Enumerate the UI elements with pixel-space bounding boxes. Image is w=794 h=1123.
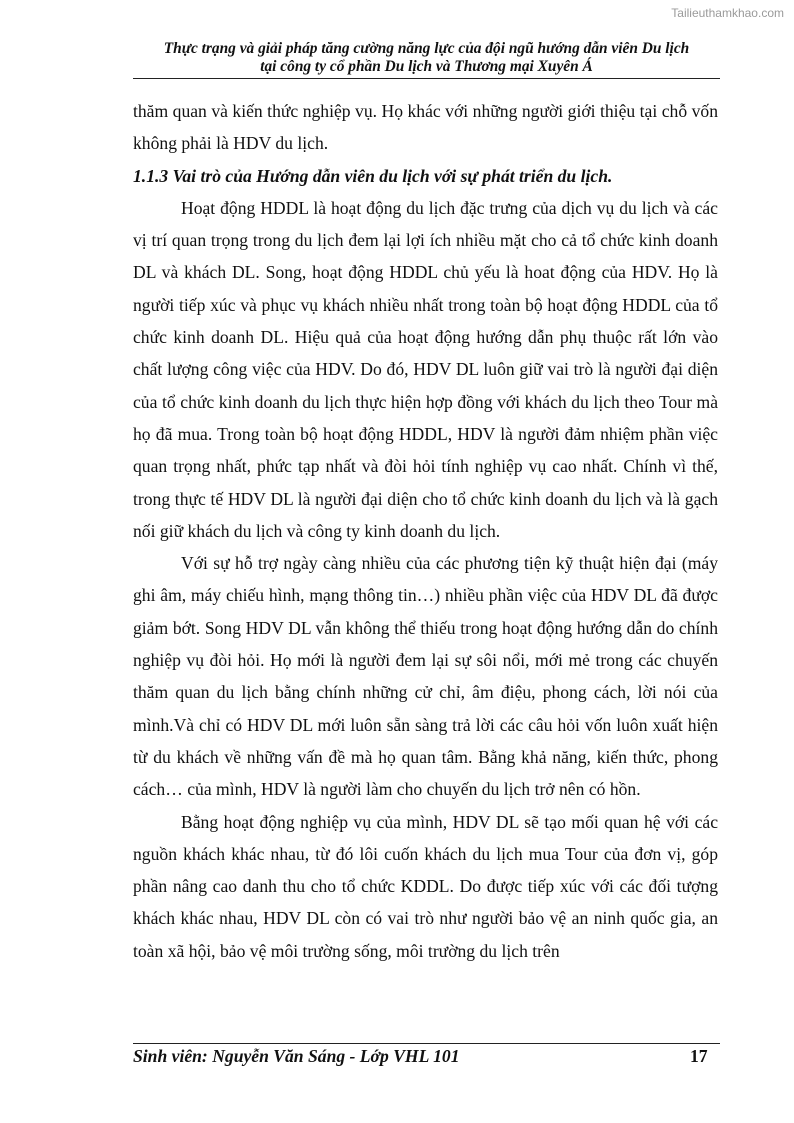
header-line-2: tại công ty cổ phần Du lịch và Thương mại Xuyên Á	[260, 58, 593, 75]
paragraph-continued: thăm quan và kiến thức nghiệp vụ. Họ khác với những người giới thiệu tại chỗ vốn không phải là HDV du lịch.	[133, 101, 718, 154]
paragraph-role-overview: Hoạt động HDDL là hoạt động du lịch đặc trưng của dịch vụ du lịch và các vị trí quan trọng trong du lịch đem lại lợi ích nhiều mặt cho cả tổ chức kinh doanh DL và khách DL. Song, hoạt động HDDL chủ yếu là hoat động của HDV. Họ là người tiếp xúc và phục vụ khách nhiều nhất trong toàn bộ hoạt động HDDL của tổ chức kinh doanh DL. Hiệu quả của hoạt động hướng dẫn phụ thuộc rất lớn vào chất lượng công việc của HDV. Do đó, HDV DL luôn giữ vai trò là người đại diện của tổ chức kinh doanh du lịch thực hiện hợp đồng với khách du lịch theo Tour mà họ đã mua. Trong toàn bộ hoạt động HDDL, HDV là người đảm nhiệm phần việc quan trọng nhất, phức tạp nhất và đòi hỏi tính nghiệp vụ cao nhất. Chính vì thế, trong thực tế HDV DL là người đại diện cho tổ chức kinh doanh du lịch và là gạch nối giữ khách du lịch và công ty kinh doanh du lịch.	[133, 197, 718, 541]
header-divider	[133, 78, 720, 79]
page-body	[133, 95, 718, 967]
paragraph-technology-support: Với sự hỗ trợ ngày càng nhiều của các phương tiện kỹ thuật hiện đại (máy ghi âm, máy chiếu hình, mạng thông tin…) nhiều phần việc của HDV DL đã được giảm bớt. Song HDV DL vẫn không thể thiếu trong hoạt động hướng dẫn do chính nghiệp vụ đòi hỏi. Họ mới là người đem lại sự sôi nổi, mới mẻ trong các chuyến thăm quan du lịch bằng chính những cử chỉ, âm điệu, phong cách, lời nói của mình.Và chỉ có HDV DL mới luôn sẵn sàng trả lời các câu hỏi vốn luôn xuất hiện từ du khách về những vấn đề mà họ quan tâm. Bằng khả năng, kiến thức, phong cách… của mình, HDV là người làm cho chuyến du lịch trở nên có hồn.	[133, 553, 718, 800]
watermark: Tailieuthamkhao.com	[671, 6, 784, 20]
paragraph-business-relations: Bằng hoạt động nghiệp vụ của mình, HDV DL sẽ tạo mối quan hệ với các nguồn khách khác nhau, từ đó lôi cuốn khách du lịch mua Tour của đơn vị, góp phần nâng cao danh thu cho tổ chức KDDL. Do được tiếp xúc với các đối tượng khách khác nhau, HDV DL còn có vai trò như người bảo vệ an ninh quốc gia, an toàn xã hội, bảo vệ môi trường sống, môi trường du lịch trên	[133, 811, 718, 961]
footer-student-info: Sinh viên: Nguyễn Văn Sáng - Lớp VHL 101	[133, 1046, 460, 1066]
page-number: 17	[690, 1046, 708, 1066]
section-heading: 1.1.3 Vai trò của Hướng dẫn viên du lịch với sự phát triển du lịch.	[133, 165, 613, 186]
footer-divider	[133, 1043, 720, 1044]
header-line-1: Thực trạng và giải pháp tăng cường năng lực của đội ngũ hướng dẫn viên Du lịch	[163, 40, 690, 57]
page-header	[133, 40, 720, 76]
